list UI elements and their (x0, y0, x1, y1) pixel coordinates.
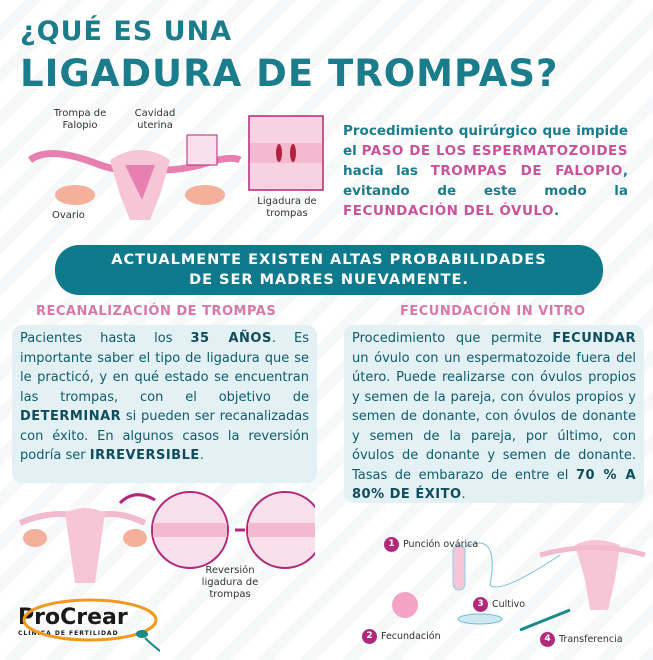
right-heading: FECUNDACIÓN IN VITRO (400, 304, 586, 319)
step-3: 3 Cultivo (473, 597, 525, 612)
banner-line-2: DE SER MADRES NUEVAMENTE. (189, 272, 469, 288)
left-heading: RECANALIZACIÓN DE TROMPAS (36, 304, 277, 319)
title-line-1: ¿QUÉ ES UNA (20, 16, 233, 47)
step-4: 4 Transferencia (540, 632, 623, 647)
left-text-box: Pacientes hasta los 35 AÑOS. Es importante saber el tipo de ligadura que se le practicó, y en qué estado se encuentran las trompas, con el objetivo de DETERMINAR si pueden ser recanalizadas con éxito. En algunos casos la reversión podría ser IRREVERSIBLE. (12, 325, 317, 483)
label-ligadura: Ligadura de trompas (257, 196, 317, 219)
step-2: 2 Fecundación (362, 629, 441, 644)
intro-text: Procedimiento quirúrgico que impide el PASO DE LOS ESPERMATOZOIDES hacia las TROMPAS DE FALOPIO, evitando de este modo la FECUNDACIÓN DEL ÓVULO. (343, 123, 628, 219)
label-trompa: Trompa de Falopio (53, 108, 107, 131)
label-cavidad: Cavidad uterina (134, 108, 176, 131)
ligadura-closeup (248, 115, 324, 191)
logo-name: ProCrear (18, 605, 128, 630)
step-1: 1 Punción ovárica (384, 537, 478, 552)
banner (55, 245, 603, 295)
logo-tagline: CLINICA DE FERTILIDAD (18, 630, 119, 637)
right-text-box: Procedimiento que permite FECUNDAR un óvulo con un espermatozoide fuera del útero. Puede realizarse con óvulos propios y semen de la pareja, con óvulos propios y semen de donante, con óvulos de donante y semen de la pareja, por último, con óvulos de donante y semen de donante. Tasas de embarazo de entre el 70 % A 80% DE ÉXITO. (344, 325, 644, 503)
page-title: LIGADURA DE TROMPAS? (20, 52, 559, 95)
reversal-caption: Reversión ligadura de trompas (201, 565, 259, 600)
banner-line-1: ACTUALMENTE EXISTEN ALTAS PROBABILIDADES (111, 252, 547, 268)
zoom-box-small (186, 134, 218, 166)
label-ovario: Ovario (52, 210, 85, 221)
logo-swoosh (20, 598, 160, 658)
